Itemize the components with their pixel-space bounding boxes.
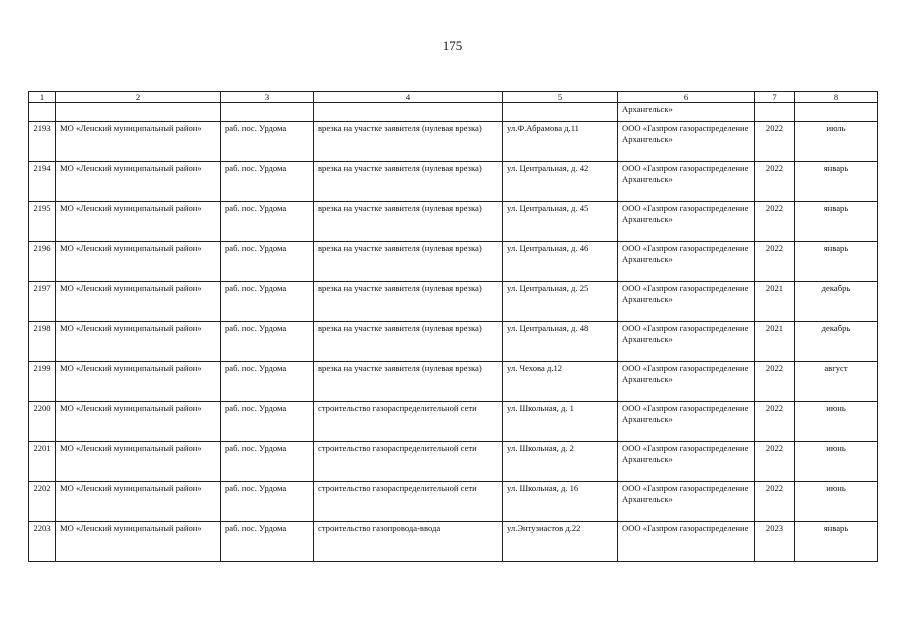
table-cell	[29, 103, 56, 122]
address-cell: ул. Школьная, д. 1	[503, 402, 618, 442]
address-cell: ул. Центральная, д. 48	[503, 322, 618, 362]
month-cell: январь	[795, 202, 878, 242]
settlement-cell: раб. пос. Урдома	[221, 282, 314, 322]
work-type-cell: врезка на участке заявителя (нулевая врезка)	[314, 362, 503, 402]
table-cell	[221, 103, 314, 122]
settlement-cell: раб. пос. Урдома	[221, 322, 314, 362]
address-cell: ул. Центральная, д. 46	[503, 242, 618, 282]
month-cell: январь	[795, 522, 878, 562]
month-cell: август	[795, 362, 878, 402]
work-type-cell: врезка на участке заявителя (нулевая врезка)	[314, 202, 503, 242]
year-cell: 2021	[755, 322, 795, 362]
municipality-cell: МО «Ленский муниципальный район»	[56, 322, 221, 362]
work-type-cell: строительство газопровода-ввода	[314, 522, 503, 562]
settlement-cell: раб. пос. Урдома	[221, 442, 314, 482]
row-number-cell: 2197	[29, 282, 56, 322]
page-number: 175	[442, 38, 463, 53]
table-row	[29, 162, 878, 202]
table-row	[29, 202, 878, 242]
work-type-cell: врезка на участке заявителя (нулевая врезка)	[314, 122, 503, 162]
address-cell: ул.Энтузиастов д.22	[503, 522, 618, 562]
municipality-cell: МО «Ленский муниципальный район»	[56, 162, 221, 202]
settlement-cell: раб. пос. Урдома	[221, 362, 314, 402]
organization-cell: ООО «Газпром газораспределение Архангельск»	[618, 162, 755, 202]
column-number: 1	[29, 92, 56, 103]
settlement-cell: раб. пос. Урдома	[221, 402, 314, 442]
organization-cell: ООО «Газпром газораспределение Архангельск»	[618, 402, 755, 442]
address-cell: ул. Центральная, д. 25	[503, 282, 618, 322]
address-cell: ул. Школьная, д. 16	[503, 482, 618, 522]
address-cell: ул.Ф.Абрамова д.11	[503, 122, 618, 162]
row-number-cell: 2202	[29, 482, 56, 522]
year-cell: 2022	[755, 202, 795, 242]
work-type-cell: врезка на участке заявителя (нулевая врезка)	[314, 242, 503, 282]
month-cell: июнь	[795, 442, 878, 482]
municipality-cell: МО «Ленский муниципальный район»	[56, 202, 221, 242]
column-number-row	[29, 92, 878, 103]
organization-cell: ООО «Газпром газораспределение Архангельск»	[618, 282, 755, 322]
table-body	[29, 92, 878, 562]
year-cell: 2022	[755, 402, 795, 442]
table-cell: Архангельск»	[618, 103, 755, 122]
table-row	[29, 402, 878, 442]
work-type-cell: врезка на участке заявителя (нулевая врезка)	[314, 162, 503, 202]
settlement-cell: раб. пос. Урдома	[221, 522, 314, 562]
table-cell	[795, 103, 878, 122]
organization-cell: ООО «Газпром газораспределение Архангельск»	[618, 442, 755, 482]
gasification-schedule-table	[28, 91, 878, 562]
municipality-cell: МО «Ленский муниципальный район»	[56, 522, 221, 562]
column-number: 7	[755, 92, 795, 103]
row-number-cell: 2200	[29, 402, 56, 442]
municipality-cell: МО «Ленский муниципальный район»	[56, 482, 221, 522]
row-number-cell: 2193	[29, 122, 56, 162]
address-cell: ул. Центральная, д. 42	[503, 162, 618, 202]
organization-cell: ООО «Газпром газораспределение Архангельск»	[618, 242, 755, 282]
table-cell	[56, 103, 221, 122]
work-type-cell: строительство газораспределительной сети	[314, 442, 503, 482]
work-type-cell: врезка на участке заявителя (нулевая врезка)	[314, 322, 503, 362]
month-cell: декабрь	[795, 282, 878, 322]
municipality-cell: МО «Ленский муниципальный район»	[56, 442, 221, 482]
row-number-cell: 2194	[29, 162, 56, 202]
month-cell: январь	[795, 162, 878, 202]
work-type-cell: строительство газораспределительной сети	[314, 482, 503, 522]
organization-cell: ООО «Газпром газораспределение Архангельск»	[618, 362, 755, 402]
column-number: 5	[503, 92, 618, 103]
month-cell: июнь	[795, 402, 878, 442]
work-type-cell: врезка на участке заявителя (нулевая врезка)	[314, 282, 503, 322]
year-cell: 2022	[755, 362, 795, 402]
table-row	[29, 282, 878, 322]
municipality-cell: МО «Ленский муниципальный район»	[56, 282, 221, 322]
year-cell: 2023	[755, 522, 795, 562]
month-cell: январь	[795, 242, 878, 282]
table-cell	[314, 103, 503, 122]
column-number: 2	[56, 92, 221, 103]
row-number-cell: 2201	[29, 442, 56, 482]
year-cell: 2022	[755, 442, 795, 482]
year-cell: 2022	[755, 482, 795, 522]
column-number: 3	[221, 92, 314, 103]
table-row	[29, 122, 878, 162]
table-row	[29, 322, 878, 362]
row-number-cell: 2196	[29, 242, 56, 282]
municipality-cell: МО «Ленский муниципальный район»	[56, 402, 221, 442]
settlement-cell: раб. пос. Урдома	[221, 482, 314, 522]
continuation-row	[29, 103, 878, 122]
table-row	[29, 442, 878, 482]
address-cell: ул. Чехова д.12	[503, 362, 618, 402]
organization-cell: ООО «Газпром газораспределение Архангельск»	[618, 122, 755, 162]
row-number-cell: 2198	[29, 322, 56, 362]
column-number: 6	[618, 92, 755, 103]
address-cell: ул. Школьная, д. 2	[503, 442, 618, 482]
month-cell: июль	[795, 122, 878, 162]
column-number: 4	[314, 92, 503, 103]
table-row	[29, 362, 878, 402]
month-cell: июнь	[795, 482, 878, 522]
table-row	[29, 242, 878, 282]
table-row	[29, 482, 878, 522]
municipality-cell: МО «Ленский муниципальный район»	[56, 242, 221, 282]
year-cell: 2022	[755, 162, 795, 202]
address-cell: ул. Центральная, д. 45	[503, 202, 618, 242]
settlement-cell: раб. пос. Урдома	[221, 162, 314, 202]
row-number-cell: 2199	[29, 362, 56, 402]
table-cell	[503, 103, 618, 122]
table-row	[29, 522, 878, 562]
organization-cell: ООО «Газпром газораспределение	[618, 522, 755, 562]
organization-cell: ООО «Газпром газораспределение Архангельск»	[618, 482, 755, 522]
month-cell: декабрь	[795, 322, 878, 362]
work-type-cell: строительство газораспределительной сети	[314, 402, 503, 442]
row-number-cell: 2203	[29, 522, 56, 562]
year-cell: 2022	[755, 122, 795, 162]
table-cell	[755, 103, 795, 122]
organization-cell: ООО «Газпром газораспределение Архангельск»	[618, 322, 755, 362]
row-number-cell: 2195	[29, 202, 56, 242]
organization-cell: ООО «Газпром газораспределение Архангельск»	[618, 202, 755, 242]
municipality-cell: МО «Ленский муниципальный район»	[56, 362, 221, 402]
column-number: 8	[795, 92, 878, 103]
settlement-cell: раб. пос. Урдома	[221, 122, 314, 162]
settlement-cell: раб. пос. Урдома	[221, 202, 314, 242]
year-cell: 2021	[755, 282, 795, 322]
settlement-cell: раб. пос. Урдома	[221, 242, 314, 282]
year-cell: 2022	[755, 242, 795, 282]
municipality-cell: МО «Ленский муниципальный район»	[56, 122, 221, 162]
